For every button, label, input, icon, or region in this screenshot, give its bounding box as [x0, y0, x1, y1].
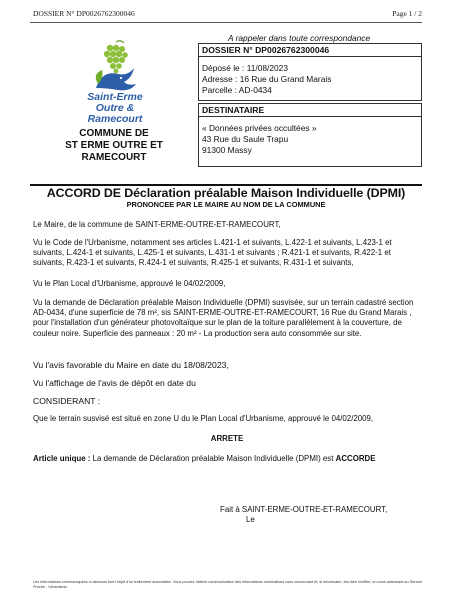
arrete-heading: ARRETE	[210, 434, 244, 443]
dossier-number-header: DOSSIER N° DP0026762300046	[33, 9, 135, 18]
recipient-name: « Données privées occultées »	[202, 123, 317, 133]
page-number: Page 1 / 2	[392, 9, 422, 18]
mayor-paragraph: Le Maire, de la commune de SAINT-ERME-OUTRE-ET-RAMECOURT,	[33, 220, 281, 229]
decision-heading	[30, 186, 422, 209]
article-text: La demande de Déclaration préalable Maison Individuelle (DPMI) est	[90, 454, 336, 463]
decision-subtitle: PRONONCEE PAR LE MAIRE AU NOM DE LA COMMUNE	[126, 200, 326, 209]
urbanism-code-paragraph: Vu le Code de l'Urbanisme, notamment ses articles L.421-1 et suivants, L.422-1 et suivants, L.423-1 et suivants, L.424-1 et suivants, L.425-1 et suivants, L.431-1 et suivants ; R.421-1 et suivants, R.422-1 et suivants, R.423-1 et suivants, R.424-1 et suivants, R.425-1 et suivants, R.431-1 et suivants,	[33, 238, 392, 268]
posting-paragraph: Vu l'affichage de l'avis de dépôt en date du	[33, 378, 196, 388]
correspondence-reminder: A rappeler dans toute correspondance	[228, 33, 371, 43]
commune-line2: ST ERME OUTRE ET	[65, 140, 163, 151]
privacy-footer: Les informations communiquées ci-dessous font l'objet d'un traitement automatisé. Vous pouvez obtenir communication des informations nominatives vous concernant et, si nécessaire, les faire rectifier, en vous adressant au Service Proche - Urbanisme.	[33, 580, 423, 589]
header-divider	[30, 22, 422, 23]
recipient-street: 43 Rue du Saule Trapu	[202, 133, 289, 144]
zone-paragraph: Que le terrain susvisé est situé en zone U du le Plan Local d'Urbanisme, approuvé le 04/02/2009,	[33, 414, 374, 423]
logo-line1: Saint-Erme	[87, 91, 143, 103]
signature-date: Le	[246, 515, 255, 524]
article-label: Article unique :	[33, 454, 91, 463]
favorable-opinion-paragraph: Vu l'avis favorable du Maire en date du 18/08/2023,	[33, 360, 229, 370]
recipient-box	[198, 103, 422, 167]
decision-title: ACCORD DE Déclaration préalable Maison Individuelle (DPMI)	[46, 186, 406, 200]
recipient-city: 91300 Massy	[202, 144, 252, 155]
dossier-box-title: DOSSIER N° DP0026762300046	[199, 44, 421, 57]
considerant-heading: CONSIDERANT :	[33, 396, 101, 406]
request-paragraph: Vu la demande de Déclaration préalable Maison Individuelle (DPMI) susvisée, sur un terrain cadastré section AD-0434, d'une superficie de 78 m², sis SAINT-ERME-OUTRE-ET-RAMECOURT, 16 Rue du Grand Marais , pour l'installation d'un générateur photovoltaïque sur le plan de la toiture parallèlement à la couverture, de couleur noire. Superficie des panneaux : 20 m² - La production sera auto consommée sur site.	[33, 298, 414, 338]
deposit-date: Déposé le : 11/08/2023	[202, 63, 288, 73]
dossier-box	[198, 43, 422, 101]
logo-line2: Outre & Ramecourt	[87, 102, 143, 125]
address: Adresse : 16 Rue du Grand Marais	[202, 73, 332, 84]
commune-name	[40, 128, 188, 164]
plu-paragraph: Vu le Plan Local d'Urbanisme, approuvé le 04/02/2009,	[33, 279, 226, 288]
article-unique	[33, 454, 421, 464]
parcel: Parcelle : AD-0434	[202, 84, 272, 95]
recipient-box-title: DESTINATAIRE	[199, 104, 421, 117]
commune-logo	[80, 40, 150, 125]
article-decision: ACCORDE	[335, 454, 376, 463]
commune-line1: COMMUNE DE	[79, 128, 149, 139]
signature-place: Fait à SAINT-ERME-OUTRE-ET-RAMECOURT,	[220, 505, 388, 514]
commune-line3: RAMECOURT	[81, 152, 147, 163]
